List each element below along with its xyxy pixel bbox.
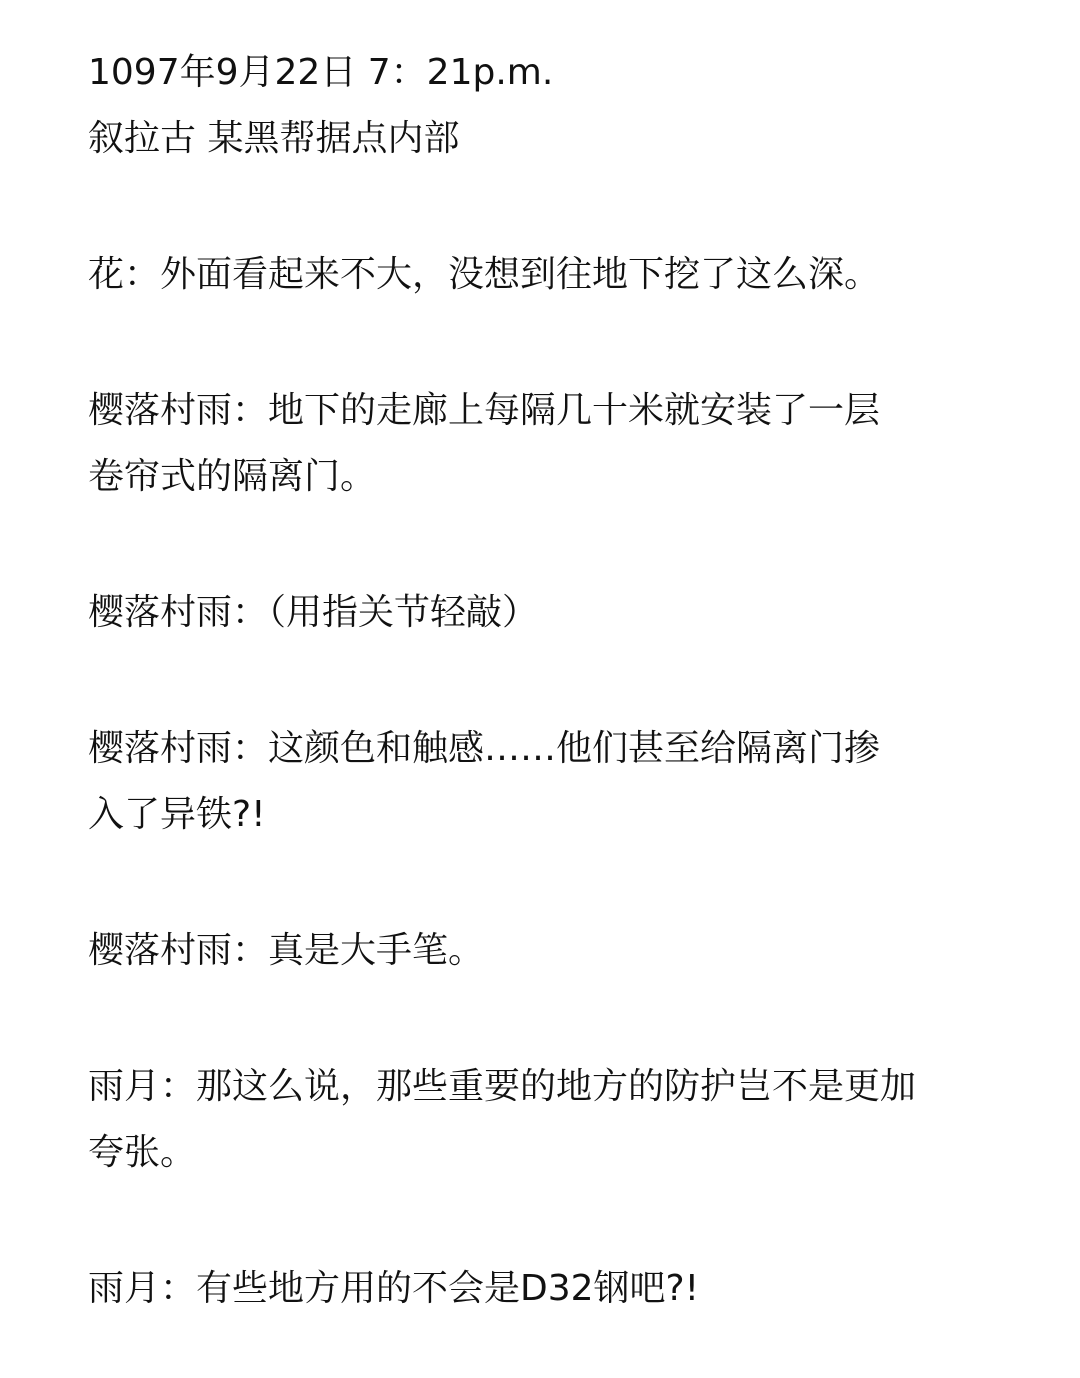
dialogue-line-cont: 入了异铁?! xyxy=(88,794,266,835)
dialogue-line-cont: 夸张。 xyxy=(88,1132,197,1173)
dialogue-line: 樱落村雨：真是大手笔。 xyxy=(88,930,485,971)
dialogue-line-cont: 卷帘式的隔离门。 xyxy=(88,456,377,497)
dialogue-line: 樱落村雨：（用指关节轻敲） xyxy=(88,592,539,633)
dialogue-line: 雨月：那这么说，那些重要的地方的防护岂不是更加 xyxy=(88,1066,917,1107)
datetime-line: 1097年9月22日 7：21p.m. xyxy=(88,52,554,93)
dialogue-line: 花：外面看起来不大，没想到往地下挖了这么深。 xyxy=(88,254,881,295)
dialogue-line: 樱落村雨：地下的走廊上每隔几十米就安装了一层 xyxy=(88,390,881,431)
document-page xyxy=(88,40,1048,1322)
dialogue-line: 樱落村雨：这颜色和触感……他们甚至给隔离门掺 xyxy=(88,728,881,769)
dialogue-line: 雨月：有些地方用的不会是D32钢吧?! xyxy=(88,1268,700,1309)
location-line: 叙拉古 某黑帮据点内部 xyxy=(88,118,460,159)
